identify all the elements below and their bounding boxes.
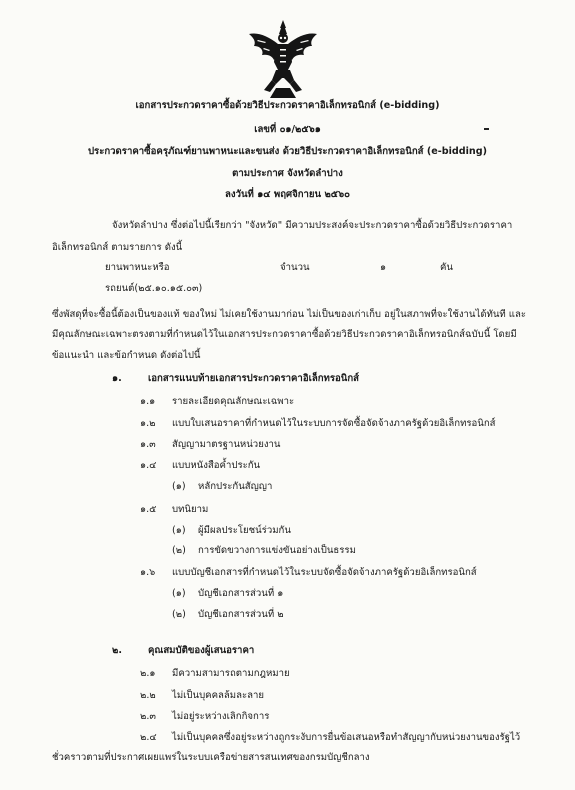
item-number: ๒.๔ bbox=[140, 732, 157, 743]
intro-line-2: อิเล็กทรอนิกส์ ตามรายการ ดังนี้ bbox=[52, 242, 183, 253]
document-number: เลขที่ ๐๑/๒๕๖๑ bbox=[254, 124, 321, 135]
item-unit: คัน bbox=[440, 262, 453, 273]
list-item: มีความสามารถตามกฎหมาย bbox=[172, 668, 290, 679]
item-number: ๒.๑ bbox=[140, 668, 156, 679]
list-item: รายละเอียดคุณลักษณะเฉพาะ bbox=[172, 396, 295, 407]
item-number: ๒.๒ bbox=[140, 690, 156, 701]
item-number: ๑.๖ bbox=[140, 567, 156, 578]
document-title: เอกสารประกวดราคาซื้อด้วยวิธีประกวดราคาอิเล็กทรอนิกส์ (e-bidding) bbox=[135, 100, 440, 111]
sub-list-item: การขัดขวางการแข่งขันอย่างเป็นธรรม bbox=[198, 545, 356, 556]
section-2-number: ๒. bbox=[112, 645, 122, 656]
section-1-title: เอกสารแนบท้ายเอกสารประกวดราคาอิเล็กทรอนิกส์ bbox=[148, 373, 360, 384]
pen-mark bbox=[484, 128, 489, 130]
list-item: ไม่อยู่ระหว่างเลิกกิจการ bbox=[172, 711, 270, 722]
item-number: ๑.๓ bbox=[140, 439, 156, 450]
list-item: แบบบัญชีเอกสารที่กำหนดไว้ในระบบจัดซื้อจัดจ้างภาครัฐด้วยอิเล็กทรอนิกส์ bbox=[172, 567, 477, 578]
item-number: ๑.๒ bbox=[140, 418, 156, 429]
garuda-emblem-icon bbox=[246, 18, 320, 100]
sub-list-item: บัญชีเอกสารส่วนที่ ๒ bbox=[198, 609, 284, 620]
item-name-line-1: ยานพาหนะหรือ bbox=[105, 262, 170, 273]
document-subject: ประกวดราคาซื้อครุภัณฑ์ยานพาหนะและขนส่ง ด้วยวิธีประกวดราคาอิเล็กทรอนิกส์ (e-bidding) bbox=[87, 146, 488, 157]
list-item: ไม่เป็นบุคคลล้มละลาย bbox=[172, 690, 265, 701]
item-number: ๑.๕ bbox=[140, 504, 157, 515]
item-number: ๑.๑ bbox=[140, 396, 156, 407]
item-number: ๑.๔ bbox=[140, 460, 157, 471]
sub-list-item: ผู้มีผลประโยชน์ร่วมกัน bbox=[198, 525, 291, 536]
list-item: แบบหนังสือค้ำประกัน bbox=[172, 460, 261, 471]
intro-line-1: จังหวัดลำปาง ซึ่งต่อไปนี้เรียกว่า "จังหวัด" มีความประสงค์จะประกวดราคาซื้อด้วยวิธีประกวดราคา bbox=[112, 220, 513, 231]
announcement-ref: ตามประกาศ จังหวัดลำปาง bbox=[232, 168, 343, 179]
announcement-date: ลงวันที่ ๑๔ พฤศจิกายน ๒๕๖๐ bbox=[225, 189, 350, 200]
list-item: แบบใบเสนอราคาที่กำหนดไว้ในระบบการจัดซื้อจัดจ้างภาครัฐด้วยอิเล็กทรอนิกส์ bbox=[172, 418, 496, 429]
sub-item-number: (๒) bbox=[172, 545, 186, 556]
section-2-continuation: ชั่วคราวตามที่ประกาศเผยแพร่ในระบบเครือข่ายสารสนเทศของกรมบัญชีกลาง bbox=[52, 752, 370, 763]
item-name-line-2: รถยนต์(๒๕.๑๐.๑๕.๐๓) bbox=[105, 283, 203, 294]
section-2-title: คุณสมบัติของผู้เสนอราคา bbox=[148, 645, 255, 656]
sub-item-number: (๒) bbox=[172, 609, 186, 620]
section-1-number: ๑. bbox=[112, 373, 122, 384]
sub-list-item: บัญชีเอกสารส่วนที่ ๑ bbox=[198, 588, 284, 599]
para-line-3: ข้อแนะนำ และข้อกำหนด ดังต่อไปนี้ bbox=[52, 350, 201, 361]
item-qty: ๑ bbox=[380, 262, 387, 273]
list-item: สัญญามาตรฐานหน่วยงาน bbox=[172, 439, 281, 450]
sub-item-number: (๑) bbox=[172, 481, 186, 492]
para-line-1: ซึ่งพัสดุที่จะซื้อนี้ต้องเป็นของแท้ ของใหม่ ไม่เคยใช้งานมาก่อน ไม่เป็นของเก่าเก็บ อยู่ในสภาพที่จะใช้งานได้ทันที และ bbox=[52, 309, 527, 320]
list-item: ไม่เป็นบุคคลซึ่งอยู่ระหว่างถูกระงับการยื่นข้อเสนอหรือทำสัญญากับหน่วยงานของรัฐไว้ bbox=[172, 732, 521, 743]
sub-item-number: (๑) bbox=[172, 525, 186, 536]
item-number: ๒.๓ bbox=[140, 711, 156, 722]
para-line-2: มีคุณลักษณะเฉพาะตรงตามที่กำหนดไว้ในเอกสารประกวดราคาซื้อด้วยวิธีประกวดราคาอิเล็กทรอนิกส์ฉบับนี้ โดยมี bbox=[52, 329, 517, 340]
list-item: บทนิยาม bbox=[172, 504, 209, 515]
sub-item-number: (๑) bbox=[172, 588, 186, 599]
item-qty-label: จำนวน bbox=[280, 262, 310, 273]
sub-list-item: หลักประกันสัญญา bbox=[198, 481, 273, 492]
